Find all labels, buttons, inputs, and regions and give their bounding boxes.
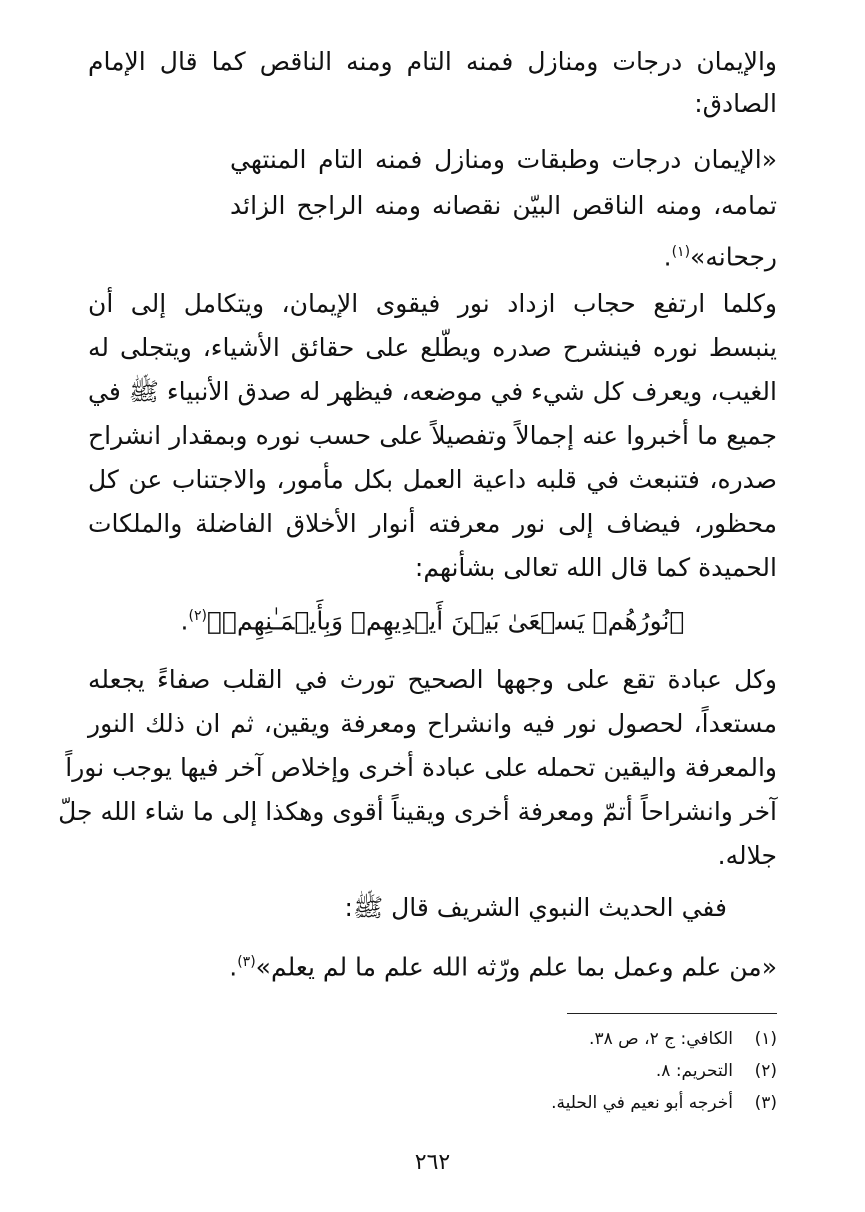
footnote-ref: (١) (671, 244, 691, 260)
footnote-ref: (٢) (188, 608, 207, 624)
text-line: محظور، فيضاف إلى نور معرفته أنوار الأخلاق الفاضلة والملكات (88, 509, 777, 538)
footnote-text: التحريم: ٨. (655, 1061, 733, 1081)
hadith-quote: «من علم وعمل بما علم ورّثه الله علم ما لم يعلم»$^{(٣)}$. (229, 952, 777, 982)
footnote-number: (٢) (754, 1061, 777, 1081)
hadith-intro: ففي الحديث النبوي الشريف قال ﷺ: (344, 893, 727, 922)
text-line: وكلما ارتفع حجاب ازداد نور فيقوى الإيمان، ويتكامل إلى أن (88, 289, 777, 318)
footnote-number: (١) (754, 1029, 777, 1049)
text-line: الصادق: (694, 89, 777, 118)
hadith-text: «من علم وعمل بما علم ورّثه الله علم ما لم يعلم» (255, 952, 777, 982)
footnote (200, 1026, 777, 1052)
footnote-text: الكافي: ج ٢، ص ٣٨. (589, 1029, 733, 1049)
text-line: والإيمان درجات ومنازل فمنه التام ومنه الناقص كما قال الإمام (88, 47, 777, 76)
quote-line: «الإيمان درجات وطبقات ومنازل فمنه التام المنتهي (230, 145, 777, 174)
footnote-separator (567, 1013, 777, 1014)
text-line: آخر وانشراحاً أتمّ ومعرفة أخرى ويقيناً أقوى وهكذا إلى ما شاء الله جلّ (58, 797, 777, 826)
quote-line: رجحانه»$^{(١)}$. (663, 242, 777, 272)
page-number: ٢٦٢ (414, 1150, 451, 1175)
footnote-ref: (٣) (237, 954, 256, 970)
text-line: مستعداً، لحصول نور فيه وانشراح ومعرفة ويقين، ثم ان ذلك النور (88, 709, 777, 738)
text-line: والمعرفة واليقين تحمله على عبادة أخرى وإخلاص آخر فيها يوجب نوراً (65, 753, 777, 782)
text-line: جلاله. (717, 841, 777, 870)
text-line: ينبسط نوره فينشرح صدره ويطّلع على حقائق الأشياء، ويتجلى له (88, 333, 777, 362)
text-line: جميع ما أخبروا عنه إجمالاً وتفصيلاً على حسب نوره وبمقدار انشراح (88, 421, 777, 450)
footnote-number: (٣) (754, 1093, 777, 1113)
footnote (200, 1058, 777, 1084)
verse-text: ﴿نُورُهُمۡ يَسۡعَىٰ بَيۡنَ أَيۡدِيهِمۡ وَبِأَيۡمَـٰنِهِمۡ﴾ (206, 606, 685, 636)
text-line: وكل عبادة تقع على وجهها الصحيح تورث في القلب صفاءً يجعله (88, 665, 777, 694)
footnote-text: أخرجه أبو نعيم في الحلية. (551, 1093, 733, 1113)
text-line: صدره، فتنبعث في قلبه داعية العمل بكل مأمور، والاجتناب عن كل (88, 465, 777, 494)
quote-end: رجحانه» (690, 242, 777, 272)
text-line: الحميدة كما قال الله تعالى بشأنهم: (414, 553, 777, 582)
footnote (200, 1090, 777, 1116)
quran-verse: ﴿نُورُهُمۡ يَسۡعَىٰ بَيۡنَ أَيۡدِيهِمۡ وَبِأَيۡمَـٰنِهِمۡ﴾$^{(٢)}$. (180, 606, 685, 636)
text-line: الغيب، ويعرف كل شيء في موضعه، فيظهر له صدق الأنبياء ﷺ في (88, 377, 777, 406)
quote-line: تمامه، ومنه الناقص البيّن نقصانه ومنه الراجح الزائد (230, 191, 777, 220)
